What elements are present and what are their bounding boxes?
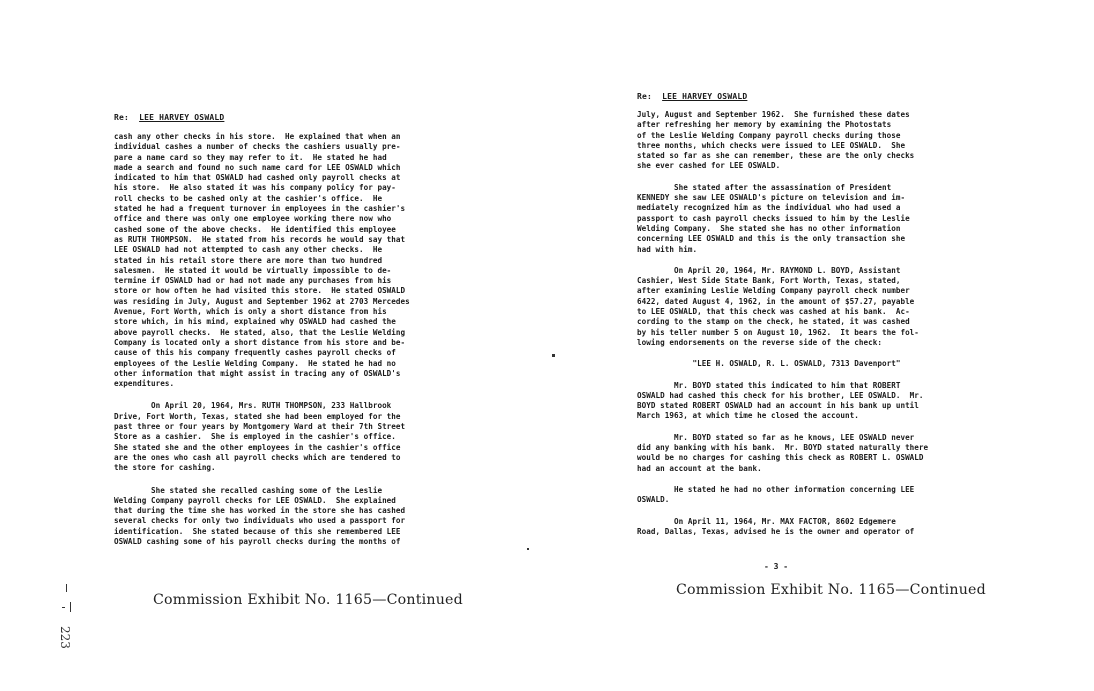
paragraph xyxy=(637,183,928,255)
text-line: did any banking with his bank. Mr. BOYD stated naturally there xyxy=(637,443,929,453)
text-line: LEE OSWALD had not attempted to cash any other checks. He xyxy=(114,245,383,255)
text-line: cording to the stamp on the check, he stated, it was cashed xyxy=(637,317,910,327)
paragraph xyxy=(637,381,928,422)
text-line: are the ones who cash all payroll checks which are tendered to xyxy=(114,452,401,462)
text-line: had with him. xyxy=(637,244,698,254)
re-label: Re: xyxy=(637,92,653,101)
text-line: cash any other checks in his store. He explained that when an xyxy=(114,132,401,141)
text-line: On April 20, 1964, Mrs. RUTH THOMPSON, 233 Hallbrook xyxy=(114,401,392,411)
text-line: He stated he had no other information concerning LEE xyxy=(637,484,915,494)
text-line: mediately recognized him as the individual who had used a xyxy=(637,203,901,213)
text-line: as RUTH THOMPSON. He stated from his records he would say that xyxy=(114,234,406,244)
right-body-text xyxy=(637,110,928,537)
text-line: passport to cash payroll checks issued to him by the Leslie xyxy=(637,213,910,223)
paragraph xyxy=(637,266,928,348)
text-line: stated in his retail store there are more than two hundred xyxy=(114,255,383,265)
text-line: She stated she recalled cashing some of the Leslie xyxy=(114,485,383,495)
right-page xyxy=(547,0,1094,691)
text-line: July, August and September 1962. She furnished these dates xyxy=(637,110,910,119)
text-line: Cashier, West Side State Bank, Fort Worth, Texas, stated, xyxy=(637,276,901,286)
text-line: pare a name card so they may refer to it. He stated he had xyxy=(114,152,387,162)
paragraph xyxy=(114,486,410,548)
paragraph xyxy=(637,110,928,172)
paragraph xyxy=(114,132,410,389)
text-line: OSWALD had cashed this check for his brother, LEE OSWALD. Mr. xyxy=(637,390,924,400)
text-line: she ever cashed for LEE OSWALD. xyxy=(637,161,781,171)
text-line: Welding Company. She stated she has no other information xyxy=(637,223,901,233)
scan-mark xyxy=(70,602,71,612)
text-line: indicated to him that OSWALD had cashed only payroll checks at xyxy=(114,173,401,183)
text-line: OSWALD. xyxy=(637,495,670,505)
paragraph xyxy=(637,359,928,369)
text-line: Welding Company payroll checks for LEE OSWALD. She explained xyxy=(114,495,396,505)
paragraph xyxy=(637,517,928,538)
text-line: after examining Leslie Welding Company payroll check number xyxy=(637,286,910,296)
text-line: termine if OSWALD had or had not made any purchases from his xyxy=(114,276,392,286)
re-heading xyxy=(114,113,224,122)
text-line: after refreshing her memory by examining the Photostats xyxy=(637,120,892,130)
text-line: of the Leslie Welding Company payroll checks during those xyxy=(637,130,901,140)
scan-mark xyxy=(62,607,65,608)
text-line: March 1963, at which time he closed the account. xyxy=(637,411,859,421)
text-line: by his teller number 5 on August 10, 1962. It bears the fol- xyxy=(637,327,919,337)
paragraph xyxy=(114,401,410,473)
scan-mark xyxy=(66,584,67,592)
text-line: expenditures. xyxy=(114,379,175,389)
text-line: On April 11, 1964, Mr. MAX FACTOR, 8602 Edgemere xyxy=(637,516,896,526)
paragraph xyxy=(637,433,928,474)
text-line: stated he had a frequent turnover in employees in the cashier's xyxy=(114,204,406,214)
text-line: KENNEDY she saw LEE OSWALD's picture on television and im- xyxy=(637,193,906,203)
paragraph xyxy=(637,485,928,506)
text-line: Company is located only a short distance from his store and be- xyxy=(114,337,406,347)
text-line: made a search and found no such name card for LEE OSWALD which xyxy=(114,162,401,172)
exhibit-caption: Commission Exhibit No. 1165—Continued xyxy=(676,582,986,598)
text-line: several checks for only two individuals who used a passport for xyxy=(114,516,406,526)
text-line: concerning LEE OSWALD and this is the only transaction she xyxy=(637,234,906,244)
text-line: She stated she and the other employees in the cashier's office xyxy=(114,442,401,452)
text-line: 6422, dated August 4, 1962, in the amount of $57.27, payable xyxy=(637,296,915,306)
text-line: was residing in July, August and September 1962 at 2703 Mercedes xyxy=(114,296,410,306)
text-line: BOYD stated ROBERT OSWALD had an account in his bank up until xyxy=(637,401,919,411)
text-line: "LEE H. OSWALD, R. L. OSWALD, 7313 Davenport" xyxy=(637,359,901,369)
page-marker: - 3 - xyxy=(764,562,789,571)
exhibit-caption: Commission Exhibit No. 1165—Continued xyxy=(153,592,463,608)
text-line: store which, in his mind, explained why OSWALD had cashed the xyxy=(114,317,396,327)
text-line: cause of this his company frequently cashes payroll checks of xyxy=(114,348,396,358)
text-line: roll checks to be cashed only at the cashier's office. He xyxy=(114,193,383,203)
text-line: stated so far as she can remember, these are the only checks xyxy=(637,151,915,161)
re-subject-name: LEE HARVEY OSWALD xyxy=(662,92,748,101)
text-line: store or how often he had visited this store. He stated OSWALD xyxy=(114,286,406,296)
text-line: lowing endorsements on the reverse side of the check: xyxy=(637,337,882,347)
re-heading xyxy=(637,92,747,101)
text-line: to LEE OSWALD, that this check was cashed at his bank. Ac- xyxy=(637,307,910,317)
text-line: Drive, Fort Worth, Texas, stated she had been employed for the xyxy=(114,411,401,421)
scan-mark xyxy=(527,548,529,550)
text-line: identification. She stated because of this she remembered LEE xyxy=(114,526,401,536)
text-line: cashed some of the above checks. He identified this employee xyxy=(114,224,396,234)
text-line: his store. He also stated it was his company policy for pay- xyxy=(114,183,396,193)
re-label: Re: xyxy=(114,113,130,122)
text-line: three months, which checks were issued to LEE OSWALD. She xyxy=(637,140,906,150)
text-line: the store for cashing. xyxy=(114,463,216,473)
text-line: had an account at the bank. xyxy=(637,463,762,473)
text-line: Mr. BOYD stated so far as he knows, LEE OSWALD never xyxy=(637,432,915,442)
text-line: employees of the Leslie Welding Company. He stated he had no xyxy=(114,358,396,368)
text-line: individual cashes a number of checks the cashiers usually pre- xyxy=(114,142,401,152)
text-line: that during the time she has worked in the store she has cashed xyxy=(114,506,406,516)
page-number: 223 xyxy=(58,626,72,649)
left-body-text xyxy=(114,132,410,547)
text-line: OSWALD cashing some of his payroll checks during the months of xyxy=(114,536,401,546)
text-line: Road, Dallas, Texas, advised he is the owner and operator of xyxy=(637,526,915,536)
text-line: Mr. BOYD stated this indicated to him that ROBERT xyxy=(637,380,901,390)
text-line: On April 20, 1964, Mr. RAYMOND L. BOYD, Assistant xyxy=(637,265,901,275)
re-subject-name: LEE HARVEY OSWALD xyxy=(139,113,225,122)
text-line: above payroll checks. He stated, also, that the Leslie Welding xyxy=(114,327,406,337)
text-line: other information that might assist in tracing any of OSWALD's xyxy=(114,368,401,378)
text-line: salesmen. He stated it would be virtually impossible to de- xyxy=(114,265,392,275)
text-line: office and there was only one employee working there now who xyxy=(114,214,392,224)
text-line: Store as a cashier. She is employed in the cashier's office. xyxy=(114,432,396,442)
text-line: past three or four years by Montgomery Ward at their 7th Street xyxy=(114,422,406,432)
text-line: Avenue, Fort Worth, which is only a short distance from his xyxy=(114,307,387,317)
text-line: would be no charges for cashing this check as ROBERT L. OSWALD xyxy=(637,453,924,463)
text-line: She stated after the assassination of President xyxy=(637,182,892,192)
